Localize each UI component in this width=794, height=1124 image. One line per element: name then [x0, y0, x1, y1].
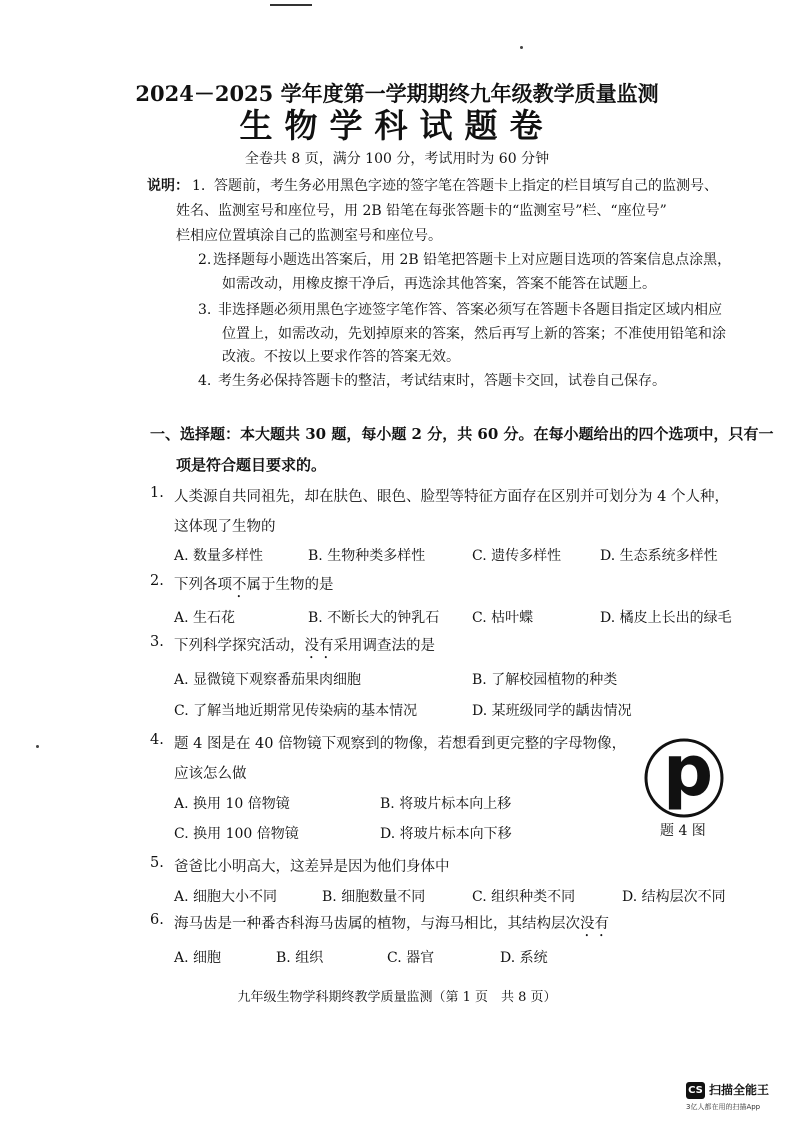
figure-caption: 题 4 图 [660, 823, 706, 839]
option-b: B. 将玻片标本向上移 [380, 796, 512, 812]
option-c: C. 遗传多样性 [472, 548, 562, 564]
instruction-line: 考生务必保持答题卡的整洁，考试结束时，答题卡交回，试卷自己保存。 [218, 373, 666, 389]
stem-post: 属于生物的是 [246, 577, 334, 593]
option-d: D. 将玻片标本向下移 [380, 826, 512, 842]
question-number: 4. [150, 732, 164, 748]
option-d: D. 结构层次不同 [622, 889, 726, 905]
option-a: A. 细胞 [174, 950, 222, 966]
option-d: D. 系统 [500, 950, 548, 966]
stem-pre: 海马齿是一种番杏科海马齿属的植物，与海马相比，其结构层次 [174, 916, 580, 932]
instruction-num: 1. [192, 178, 206, 194]
section-heading: 一、选择题：本大题共 30 题，每小题 2 分，共 60 分。在每小题给出的四个选项中，只有一 [150, 425, 774, 443]
option-b: B. 组织 [276, 950, 324, 966]
page-footer: 九年级生物学科期终教学质量监测（第 1 页 共 8 页） [237, 990, 557, 1005]
question-stem [174, 634, 435, 662]
instruction-line: 改液。不按以上要求作答的答案无效。 [222, 349, 460, 365]
watermark-name: 扫描全能王 [709, 1083, 770, 1097]
option-c: C. 换用 100 倍物镜 [174, 826, 299, 842]
section-heading-cont: 项是符合题目要求的。 [176, 456, 327, 474]
exam-title: 2024－2025 学年度第一学期期终九年级教学质量监测 [135, 81, 659, 106]
option-c: C. 了解当地近期常见传染病的基本情况 [174, 703, 418, 719]
option-a: A. 显微镜下观察番茄果肉细胞 [174, 672, 362, 688]
scan-speck [36, 745, 39, 748]
option-c: C. 器官 [387, 950, 435, 966]
option-d: D. 橘皮上长出的绿毛 [600, 610, 732, 626]
figure-letter: p [662, 738, 714, 812]
question-stem: 爸爸比小明高大，这差异是因为他们身体中 [174, 859, 450, 875]
option-d: D. 生态系统多样性 [600, 548, 718, 564]
option-b: B. 细胞数量不同 [322, 889, 426, 905]
subject-title: 生物学科试题卷 [239, 106, 555, 145]
scanner-watermark [686, 1080, 786, 1116]
option-c: C. 枯叶蝶 [472, 610, 534, 626]
option-a: A. 生石花 [174, 610, 236, 626]
instruction-num: 4. [198, 373, 212, 389]
option-c: C. 组织种类不同 [472, 889, 576, 905]
option-b: B. 生物种类多样性 [308, 548, 426, 564]
question-stem: 题 4 图是在 40 倍物镜下观察到的物像，若想看到更完整的字母物像， [174, 736, 627, 752]
microscope-field-figure [644, 738, 724, 818]
instruction-line: 位置上，如需改动，先划掉原来的答案，然后再写上新的答案；不准使用铅笔和涂 [222, 326, 726, 342]
instruction-line: 非选择题必须用黑色字迹签字笔作答、答案必须写在答题卡各题目指定区域内相应 [218, 302, 722, 318]
stem-emphasis: 没有 [304, 638, 334, 654]
question-stem [174, 573, 334, 601]
option-a: A. 细胞大小不同 [174, 889, 278, 905]
question-number: 3. [150, 634, 164, 650]
question-number: 5. [150, 855, 164, 871]
instructions-label: 说明： [147, 178, 189, 194]
stem-pre: 下列科学探究活动， [174, 638, 305, 654]
question-stem-cont: 这体现了生物的 [174, 519, 276, 535]
cs-logo-icon: CS [686, 1082, 705, 1099]
watermark-tagline: 3亿人都在用的扫描App [686, 1103, 761, 1111]
question-number: 2. [150, 573, 164, 589]
question-number: 6. [150, 912, 164, 928]
stem-emphasis: 没有 [580, 916, 609, 932]
instruction-line: 姓名、监测室号和座位号，用 2B 铅笔在每张答题卡的“监测室号”栏、“座位号” [176, 203, 667, 219]
option-d: D. 某班级同学的龋齿情况 [472, 703, 632, 719]
question-stem: 人类源自共同祖先，却在肤色、眼色、脸型等特征方面存在区别并可划分为 4 个人种， [174, 489, 729, 505]
instruction-num: 2. [198, 252, 212, 268]
option-a: A. 换用 10 倍物镜 [174, 796, 290, 812]
instruction-num: 3. [198, 302, 212, 318]
question-stem-cont: 应该怎么做 [174, 766, 247, 782]
instruction-line: 栏相应位置填涂自己的监测室号和座位号。 [176, 228, 442, 244]
stem-emphasis: 不 [232, 577, 247, 593]
instruction-line: 如需改动，用橡皮擦干净后，再选涂其他答案，答案不能答在试题上。 [222, 276, 656, 292]
stem-post: 采用调查法的是 [333, 638, 435, 654]
top-rule [270, 4, 312, 6]
option-b: B. 了解校园植物的种类 [472, 672, 618, 688]
exam-subtitle: 全卷共 8 页，满分 100 分，考试用时为 60 分钟 [244, 151, 550, 167]
question-stem [174, 912, 609, 940]
question-number: 1. [150, 485, 164, 501]
option-b: B. 不断长大的钟乳石 [308, 610, 440, 626]
option-a: A. 数量多样性 [174, 548, 264, 564]
instruction-line: 答题前，考生务必用黑色字迹的签字笔在答题卡上指定的栏目填写自己的监测号、 [214, 178, 718, 194]
scan-speck [520, 46, 523, 49]
instruction-line: 选择题每小题选出答案后，用 2B 铅笔把答题卡上对应题目选项的答案信息点涂黑， [213, 252, 732, 268]
stem-pre: 下列各项 [174, 577, 232, 593]
